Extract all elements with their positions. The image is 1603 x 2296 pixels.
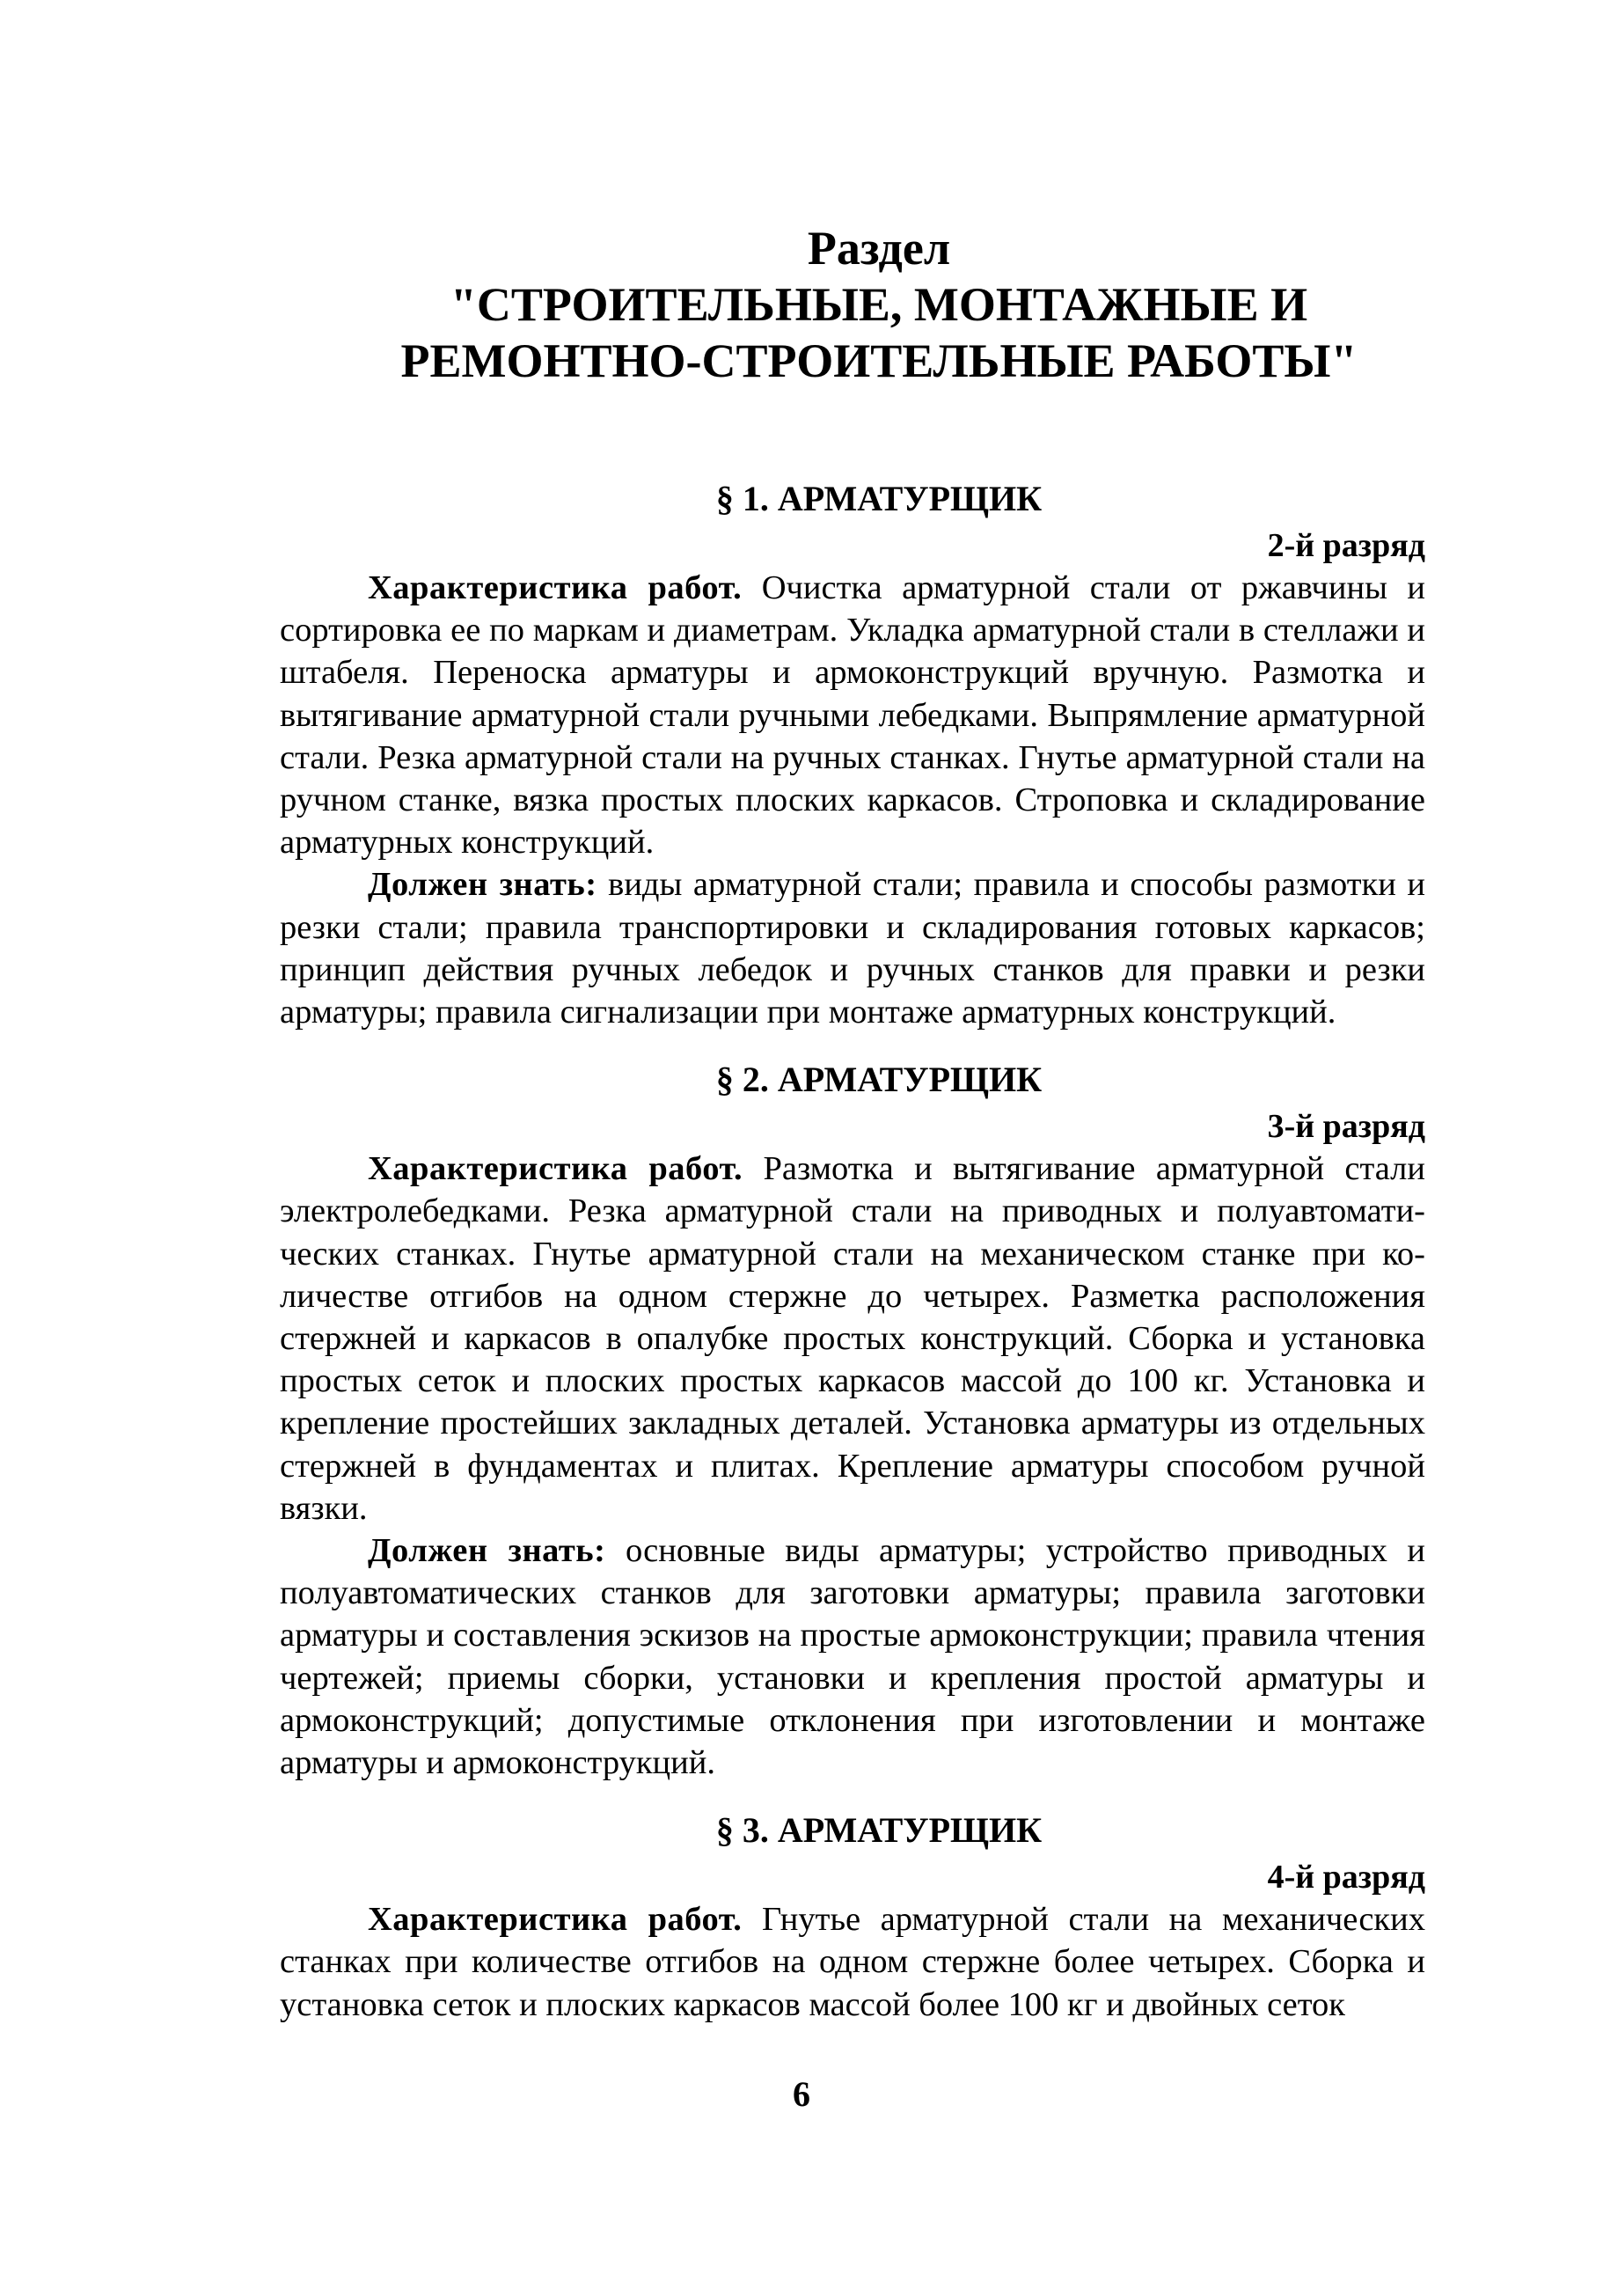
must-know-label: Должен знать: (368, 1532, 606, 1570)
work-characteristics (280, 1898, 1425, 2026)
work-characteristics (280, 567, 1425, 863)
grade-label: 4-й разряд (1267, 1859, 1425, 1896)
paragraph-heading: § 1. АРМАТУРЩИК (715, 479, 1043, 518)
work-characteristics-label: Характеристика работ. (368, 1150, 743, 1188)
paragraph-heading: § 3. АРМАТУРЩИК (715, 1810, 1043, 1851)
work-characteristics-text: Очистка арматурной стали от ржавчины и сортировка ее по маркам и диаметрам. Укладка арматурной стали в стеллажи и штабеля. Переноска арматуры и армоконструкций вручную. Размотка и вытягивание арматурной стали ручными лебедками. Выпрямление арматурной стали. Резка арматурной стали на ручных станках. Гнутье арматурной стали на ручном станке, вязка простых плоских каркасов. Строповка и складирование арматурных конструкций. (280, 569, 1425, 862)
must-know (280, 863, 1425, 1033)
grade-label: 2-й разряд (1267, 527, 1425, 564)
must-know-text: виды арматурной стали; правила и способы размотки и резки стали; правила транспортировки и складирования готовых каркасов; принцип действия ручных лебедок и ручных станков для правки и резки арматуры; правила сигнализации при монтаже арматурных конструкций. (280, 866, 1425, 1031)
grade-label: 3-й разряд (1267, 1108, 1425, 1146)
work-characteristics (280, 1148, 1425, 1529)
must-know (280, 1529, 1425, 1784)
paragraph-2 (280, 1058, 1425, 1784)
section-title (280, 220, 1425, 389)
page-number: 6 (793, 2074, 810, 2114)
section-title-line1: Раздел (807, 222, 951, 275)
page-content (280, 220, 1425, 2026)
work-characteristics-label: Характеристика работ. (368, 569, 743, 606)
work-characteristics-text: Размотка и вытягивание арматурной стали электролебедками. Резка арматурной стали на приводных и полуавтоматических станках. Гнутье арматурной стали на механическом станке при количестве отгибов на одном стержне до четырех. Разметка расположения стержней и каркасов в опалубке простых конструкций. Сборка и установка простых сеток и плоских простых каркасов массой до 100 кг. Установка и крепление простейших закладных деталей. Установка арматуры из отдельных стержней в фундаментах и плитах. Крепление арматуры способом ручной вязки. (280, 1150, 1425, 1527)
paragraph-3 (280, 1808, 1425, 2026)
section-title-line3: РЕМОНТНО-СТРОИТЕЛЬНЫЕ РАБОТЫ" (400, 334, 1358, 387)
paragraph-1 (280, 477, 1425, 1033)
must-know-text: основные виды арматуры; устройство приводных и полуавтоматических станков для заготовки арматуры; правила заготовки арматуры и составления эскизов на простые армоконструкции; правила чтения чертежей; приемы сборки, установки и крепления простой арматуры и армоконструкций; допустимые отклонения при изготовлении и монтаже арматуры и армоконструкций. (280, 1532, 1425, 1782)
work-characteristics-label: Характеристика работ. (368, 1901, 743, 1939)
section-title-line2: "СТРОИТЕЛЬНЫЕ, МОНТАЖНЫЕ И (450, 278, 1308, 331)
paragraph-heading: § 2. АРМАТУРЩИК (715, 1060, 1043, 1100)
must-know-label: Должен знать: (368, 866, 597, 904)
work-characteristics-text: Гнутье арматурной стали на механических станках при количестве отгибов на одном стержне более четырех. Сборка и установка сеток и плоских каркасов массой более 100 кг и двойных сеток (280, 1901, 1425, 2023)
